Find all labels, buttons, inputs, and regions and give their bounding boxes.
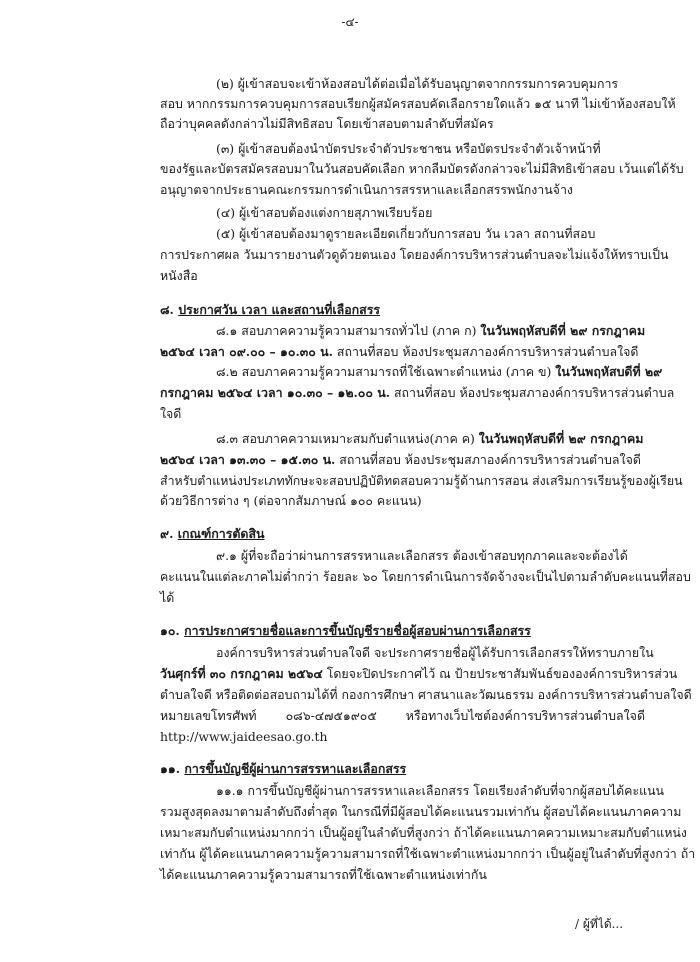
- item3-line1: (๓) ผู้เข้าสอบต้องนำบัตรประจำตัวประชาชน หรือบัตรประจำตัวเจ้าหน้าที่: [216, 141, 601, 156]
- s81-date: ในวันพฤหัสบดีที่ ๒๙ กรกฎาคม: [480, 323, 646, 338]
- s82-line1: [216, 362, 662, 382]
- item3-line2: ของรัฐและบัตรสมัครสอบมาในวันสอบคัดเลือก หากลืมบัตรดังกล่าวจะไม่มีสิทธิเข้าสอบ เว้นแต่ได้รับ: [160, 161, 684, 176]
- s10-notice: โดยจะปิดประกาศไว้ ณ ป้ายประชาสัมพันธ์ขององค์การบริหารส่วน: [322, 666, 678, 681]
- s83-line3: สำหรับตำแหน่งประเภททักษะจะสอบปฏิบัติทดสอบความรู้ด้านการสอน ส่งเสริมการเรียนรู้ของผู้เรียน: [160, 473, 683, 488]
- s81-plain: ๘.๑ สอบภาคความรู้ความสามารถทั่วไป (ภาค ก): [216, 323, 481, 338]
- s83-venue: สถานที่สอบ ห้องประชุมสภาองค์การบริหารส่วนตำบลใจดี: [335, 452, 641, 467]
- item3-line3: อนุญาตจากประธานคณะกรรมการดำเนินการสรรหาและเลือกสรรพนักงานจ้าง: [160, 182, 573, 197]
- s81-time: ๒๕๖๔ เวลา ๐๙.๐๐ – ๑๐.๓๐ น.: [160, 344, 333, 359]
- section9-heading: [160, 524, 264, 544]
- item2-line2: สอบ หากกรรมการควบคุมการสอบเรียกผู้สมัครสอบคัดเลือกรายใดแล้ว ๑๕ นาที ไม่เข้าห้องสอบให้: [160, 96, 676, 111]
- section8-title: ประกาศวัน เวลา และสถานที่เลือกสรร: [178, 302, 381, 317]
- item4-line1: (๔) ผู้เข้าสอบต้องแต่งกายสุภาพเรียบร้อย: [216, 205, 433, 220]
- s83-plain: ๘.๓ สอบภาคความเหมาะสมกับตำแหน่ง(ภาค ค): [216, 431, 479, 446]
- s83-date: ในวันพฤหัสบดีที่ ๒๙ กรกฎาคม: [478, 431, 644, 446]
- s82-time: กรกฎาคม ๒๕๖๔ เวลา ๑๐.๓๐ – ๑๒.๐๐ น.: [160, 385, 391, 400]
- s111-line1: ๑๑.๑ การขึ้นบัญชีผู้ผ่านการสรรหาและเลือกสรร โดยเรียงลำดับที่จากผู้สอบได้คะแนน: [216, 783, 665, 798]
- section10-title: การประกาศรายชื่อและการขึ้นบัญชีรายชื่อผู้สอบผ่านการเลือกสรร: [184, 623, 531, 638]
- s81-line1: [216, 321, 645, 341]
- s10-line4: หมายเลขโทรศัพท์ ๐๘๖-๔๗๕๑๙๐๕ หรือทางเว็บไซต์องค์การบริหารส่วนตำบลใจดี: [160, 708, 645, 723]
- section8-number: ๘.: [160, 302, 174, 317]
- item5-line3: หนังสือ: [160, 268, 198, 283]
- s82-date: ในวันพฤหัสบดีที่ ๒๙: [555, 364, 663, 379]
- section10-number: ๑๐.: [160, 623, 180, 638]
- s111-line4: เท่ากัน ผู้ได้คะแนนภาคความรู้ความสามารถที่ใช้เฉพาะตำแหน่งมากกว่า เป็นผู้อยู่ในลำดับที่สูงกว่า ถ้า: [160, 846, 696, 861]
- s91-line3: ได้: [160, 590, 175, 605]
- s83-line2: [160, 450, 641, 470]
- section9-title: เกณฑ์การตัดสิน: [177, 526, 265, 541]
- s10-line1: องค์การบริหารส่วนตำบลใจดี จะประกาศรายชื่อผู้ได้รับการเลือกสรรให้ทราบภายใน: [216, 645, 654, 660]
- item2-line3: ถือว่าบุคคลดังกล่าวไม่มีสิทธิสอบ โดยเข้าสอบตามลำดับที่สมัคร: [160, 116, 494, 131]
- section11-title: การขึ้นบัญชีผู้ผ่านการสรรหาและเลือกสรร: [184, 761, 407, 776]
- s83-line1: [216, 429, 643, 449]
- section11-number: ๑๑.: [160, 761, 181, 776]
- page-number: -๔-: [341, 15, 359, 29]
- s81-line2: [160, 342, 638, 362]
- s111-line3: เหมาะสมกับตำแหน่งมากกว่า เป็นผู้อยู่ในลำดับที่สูงกว่า ถ้าได้คะแนนภาคความเหมาะสมกับตำแหน่ง: [160, 825, 687, 840]
- section10-heading: [160, 621, 531, 641]
- section8-heading: [160, 300, 380, 320]
- s82-line2: [160, 383, 674, 403]
- section9-number: ๙.: [160, 526, 174, 541]
- item5-line1: (๕) ผู้เข้าสอบต้องมาดูรายละเอียดเกี่ยวกับการสอบ วัน เวลา สถานที่สอบ: [216, 226, 596, 241]
- item5-line2: การประกาศผล วันมารายงานตัวดูด้วยตนเอง โดยองค์การบริหารส่วนตำบลจะไม่แจ้งให้ทราบเป็น: [160, 247, 669, 262]
- s82-plain: ๘.๒ สอบภาคความรู้ความสามารถที่ใช้เฉพาะตำแหน่ง (ภาค ข): [216, 364, 556, 379]
- s10-line3: ตำบลใจดี หรือติดต่อสอบถามได้ที่ กองการศึกษา ศาสนาและวัฒนธรรม องค์การบริหารส่วนตำบลใจดี: [160, 687, 692, 702]
- section11-heading: [160, 759, 406, 779]
- s91-line1: ๙.๑ ผู้ที่จะถือว่าผ่านการสรรหาและเลือกสรร ต้องเข้าสอบทุกภาคและจะต้องได้: [216, 548, 628, 563]
- s10-line2: [160, 664, 677, 684]
- s82-line3: ใจดี: [160, 406, 182, 421]
- s83-line4: ด้วยวิธีการต่าง ๆ (ต่อจากสัมภาษณ์ ๑๐๐ คะแนน): [160, 493, 422, 508]
- s111-line5: ได้คะแนนภาคความรู้ความสามารถที่ใช้เฉพาะตำแหน่งเท่ากัน: [160, 867, 487, 882]
- s10-website-link[interactable]: http://www.jaideesao.go.th: [160, 729, 328, 744]
- s111-line2: รวมสูงสุดลงมาตามลำดับถึงต่ำสุด ในกรณีที่มีผู้สอบได้คะแนนรวมเท่ากัน ผู้สอบได้คะแนนภาคความ: [160, 804, 682, 819]
- s83-time: ๒๕๖๔ เวลา ๑๓.๓๐ – ๑๕.๓๐ น.: [160, 452, 336, 467]
- s91-line2: คะแนนในแต่ละภาคไม่ต่ำกว่า ร้อยละ ๖๐ โดยการดำเนินการจัดจ้างจะเป็นไปตามลำดับคะแนนที่สอบ: [160, 569, 691, 584]
- continuation-note: / ผู้ที่ได้...: [575, 917, 624, 931]
- s10-date: วันศุกร์ที่ ๓๐ กรกฎาคม ๒๕๖๔: [160, 666, 323, 681]
- item2-line1: (๒) ผู้เข้าสอบจะเข้าห้องสอบได้ต่อเมื่อได้รับอนุญาตจากกรรมการควบคุมการ: [216, 76, 619, 91]
- s81-venue: สถานที่สอบ ห้องประชุมสภาองค์การบริหารส่วนตำบลใจดี: [332, 344, 639, 359]
- s82-venue: สถานที่สอบ ห้องประชุมสภาองค์การบริหารส่วนตำบล: [390, 385, 675, 400]
